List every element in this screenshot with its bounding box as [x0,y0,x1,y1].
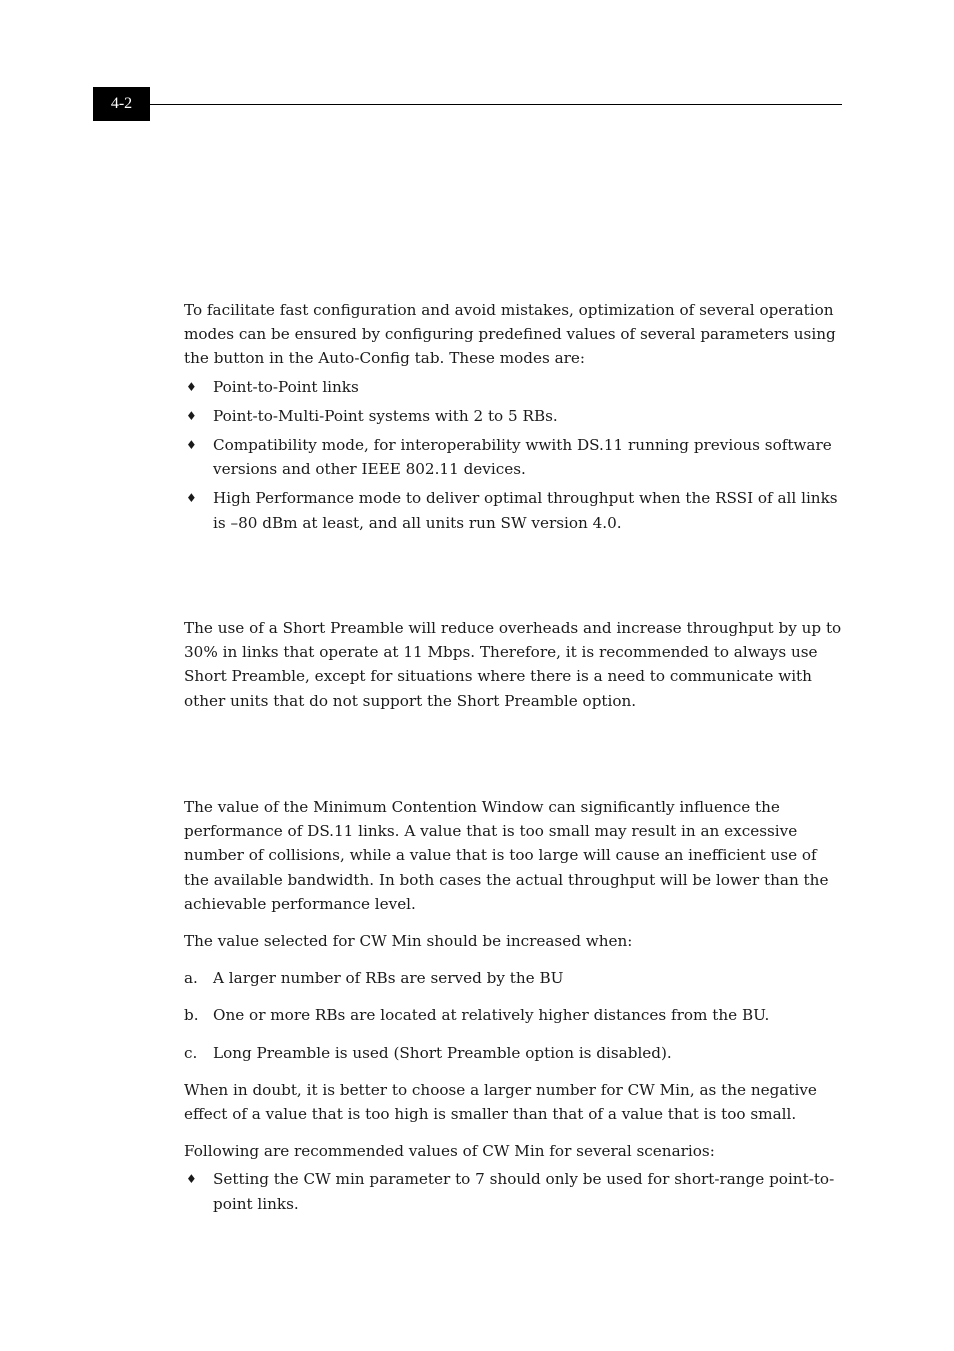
list-item-text: Compatibility mode, for interoperability wwith DS.11 running previous software versions and other IEEE 802.11 devices. [213,436,832,479]
diamond-bullet-icon: ♦ [186,438,197,453]
list-item [184,486,844,534]
list-letter: c. [184,1043,198,1062]
cw-min-doubt-paragraph: When in doubt, it is better to choose a larger number for CW Min, as the negative effect of a value that is too high is smaller than that of a value that is too small. [184,1080,817,1124]
auto-config-intro: To facilitate fast configuration and avoid mistakes, optimization of several operation modes can be ensured by configuring predefined values of several parameters using the button in the Auto-Config tab. These modes are: [184,301,836,368]
list-item [184,966,844,990]
list-item [184,1041,844,1065]
cw-min-scenarios-intro: Following are recommended values of CW Min for several scenarios: [184,1142,715,1161]
cw-min-increase-intro: The value selected for CW Min should be increased when: [184,932,633,951]
list-item-text: Long Preamble is used (Short Preamble option is disabled). [213,1043,672,1062]
list-letter: a. [184,969,198,988]
list-item-text: A larger number of RBs are served by the BU [213,969,564,988]
diamond-bullet-icon: ♦ [186,379,197,394]
diamond-bullet-icon: ♦ [186,1172,197,1187]
list-item-text: Point-to-Multi-Point systems with 2 to 5 RBs. [213,406,558,425]
list-letter: b. [184,1006,199,1025]
page-number: 4-2 [93,87,150,121]
preamble-section [184,616,844,713]
list-item [184,1003,844,1027]
list-item-text: One or more RBs are located at relatively higher distances from the BU. [213,1006,770,1025]
cw-min-section [184,795,844,1216]
preamble-paragraph: The use of a Short Preamble will reduce overheads and increase throughput by up to 30% in links that operate at 11 Mbps. Therefore, it is recommended to always use Short Preamble, except for situations where there is a need to communicate with other units that do not support the Short Preamble option. [184,619,842,710]
auto-config-section [184,298,844,535]
list-item [184,1167,844,1215]
diamond-bullet-icon: ♦ [186,491,197,506]
list-item [184,375,844,399]
header-rule [150,104,842,105]
list-item-text: Point-to-Point links [213,377,359,396]
list-item-text: Setting the CW min parameter to 7 should only be used for short-range point-to-point links. [213,1170,835,1213]
list-item [184,433,844,481]
cw-min-intro: The value of the Minimum Contention Window can significantly influence the performance of DS.11 links. A value that is too small may result in an excessive number of collisions, while a value that is too large will cause an inefficient use of the available bandwidth. In both cases the actual throughput will be lower than the achievable performance level. [184,798,829,913]
list-item-text: High Performance mode to deliver optimal throughput when the RSSI of all links is –80 dBm at least, and all units run SW version 4.0. [213,489,838,532]
list-item [184,404,844,428]
diamond-bullet-icon: ♦ [186,408,197,423]
